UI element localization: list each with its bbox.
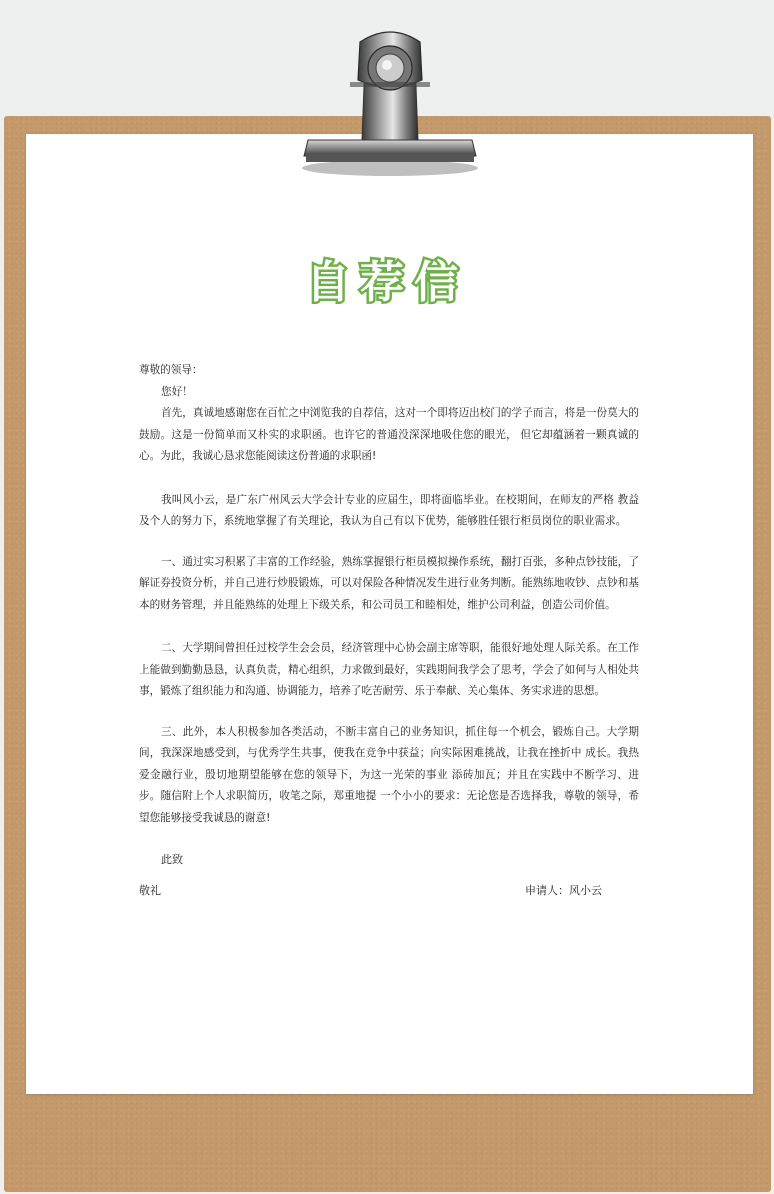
- regards: 敬礼: [139, 884, 161, 897]
- letter-body: [139, 360, 639, 829]
- paragraph-point-3: 三、此外，本人积极参加各类活动，不断丰富自己的业务知识，抓住每一个机会，锻炼自己。大学期间，我深深地感受到，与优秀学生共事，使我在竞争中获益；向实际困难挑战，让我在挫折中 成长。我热爱金融行业，殷切地期望能够在您的领导下，为这一光荣的事业 添砖加瓦；并且在实践中不断学习、进步。随信附上个人求职简历，收笔之际，郑重地提 一个小小的要求：无论您是否选择我，尊敬的领导，希望您能够接受我诚恳的谢意!: [139, 725, 639, 824]
- paragraph-point-1: 一、通过实习积累了丰富的工作经验，熟练掌握银行柜员模拟操作系统，翻打百张，多种点钞技能，了解证券投资分析，并自己进行炒股锻炼，可以对保险各种情况发生进行业务判断。能熟练地收钞、点钞和基本的财务管理，并且能熟练的处理上下级关系，和公司员工和睦相处，维护公司利益，创造公司价值。: [139, 555, 639, 611]
- salutation: 尊敬的领导：: [139, 364, 203, 376]
- letter-title: 自荐信: [306, 257, 468, 308]
- closing: 此致: [161, 853, 183, 866]
- paragraph-point-2: 二、大学期间曾担任过校学生会会员，经济管理中心协会副主席等职，能很好地处理人际关系。在工作上能做到勤勤恳恳，认真负责，精心组织，力求做到最好，实践期间我学会了思考，学会了如何与人相处共事，锻炼了组织能力和沟通、协调能力，培养了吃苦耐劳、乐于奉献、关心集体、务实求进的思想。: [139, 642, 639, 697]
- signature: 申请人：风小云: [525, 884, 602, 897]
- binder-clip-icon: [290, 20, 490, 180]
- greeting: 您好！: [161, 385, 193, 398]
- paragraph-intro: 首先，真诚地感谢您在百忙之中浏览我的自荐信，这对一个即将迈出校门的学子而言，将是一份莫大的鼓励。这是一份简单而又朴实的求职函。也许它的普通没深深地吸住您的眼光， 但它却蕴涵着一颗真诚的心。为此，我诚心恳求您能阅读这份普通的求职函!: [139, 407, 639, 462]
- paragraph-self: 我叫风小云，是广东广州风云大学会计专业的应届生，即将面临毕业。在校期间，在师友的严格 教益及个人的努力下，系统地掌握了有关理论，我认为自己有以下优势，能够胜任银行柜员岗位的职业需求。: [139, 493, 639, 527]
